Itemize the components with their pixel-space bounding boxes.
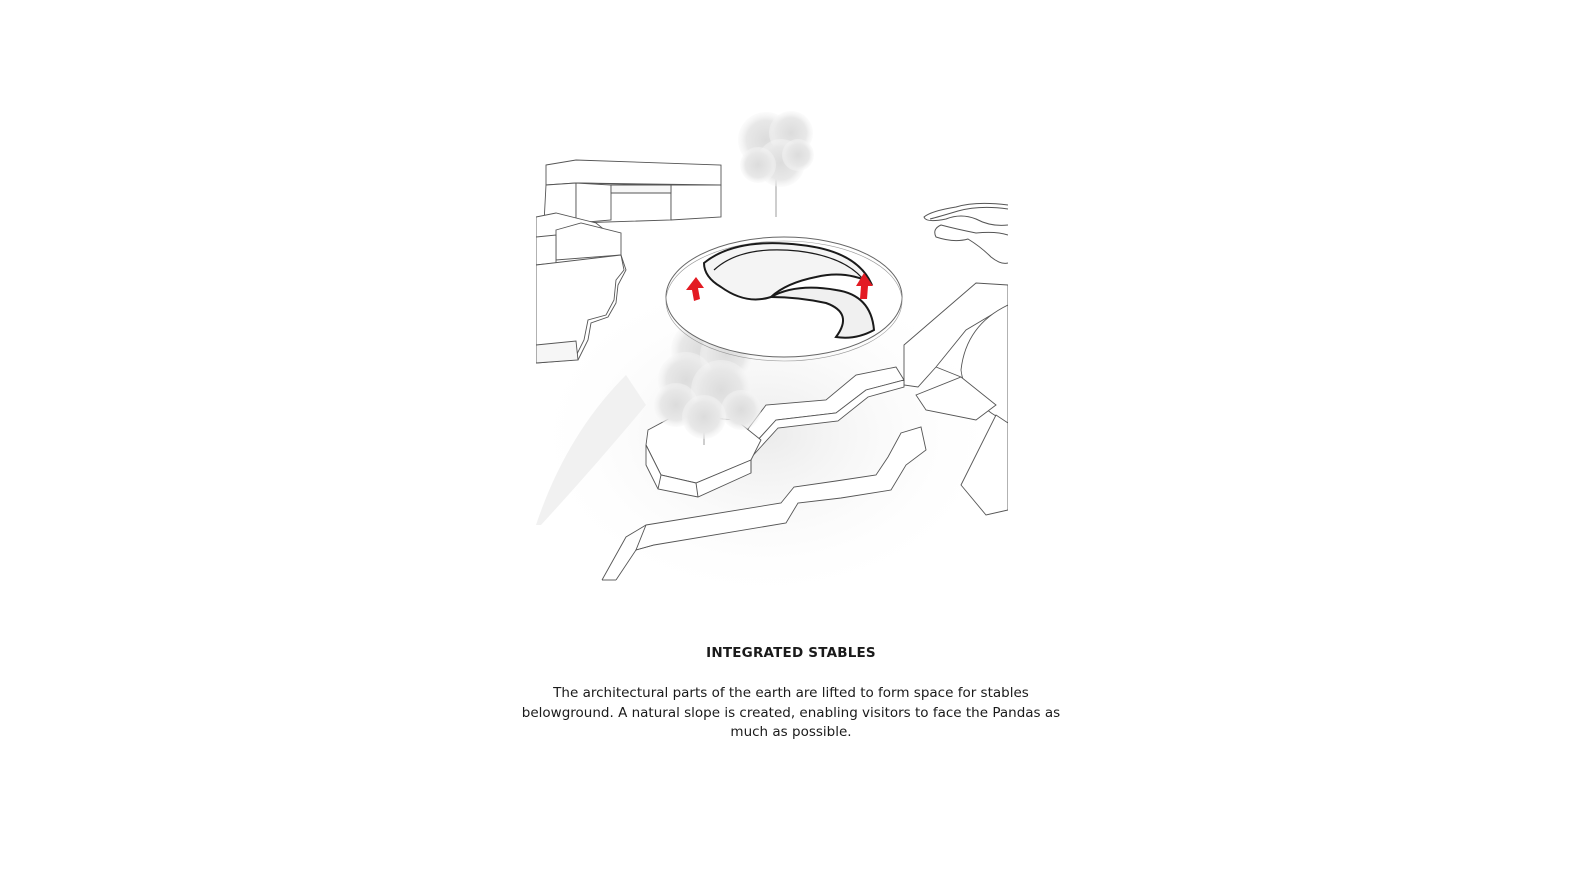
caption-body: The architectural parts of the earth are lifted to form space for stables belowground. A natural slope is created, enabling visitors to face the Pandas as much as possible. bbox=[521, 685, 1061, 741]
ribbon-upper-right bbox=[924, 203, 1008, 263]
caption-title: INTEGRATED STABLES bbox=[706, 645, 876, 661]
building-block-upper bbox=[544, 160, 721, 223]
caption bbox=[520, 645, 1062, 743]
tree-back bbox=[738, 111, 814, 217]
site-model-diagram bbox=[536, 105, 1008, 590]
